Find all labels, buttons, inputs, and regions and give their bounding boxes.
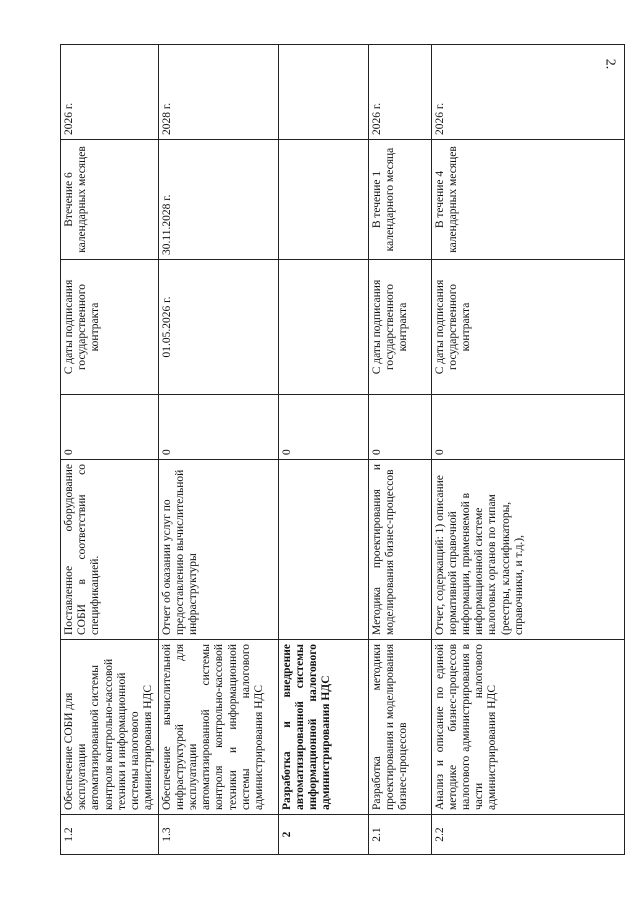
work-year: 2028 г. xyxy=(158,45,278,140)
plan-table xyxy=(60,44,625,855)
work-qty: 0 xyxy=(158,395,278,460)
table-row xyxy=(158,45,278,855)
work-name: Разработка методики проектирования и моделирования бизнес-процессов xyxy=(368,640,431,815)
row-number: 2.2 xyxy=(431,815,624,855)
work-start: 01.05.2026 г. xyxy=(158,260,278,395)
work-start: С даты подписания государственного контракта xyxy=(431,260,624,395)
table-row xyxy=(61,45,159,855)
work-qty: 0 xyxy=(368,395,431,460)
work-result: Отчет, содержащий: 1) описание нормативной справочной информации, применяемой в информационной системе налоговых органов по типам (реестры, классификаторы, справочники, и т.д.), xyxy=(431,460,624,640)
work-duration: В течение 1 календарного месяца xyxy=(368,140,431,260)
work-result: Методика проектирования и моделирования бизнес-процессов xyxy=(368,460,431,640)
row-number: 2 xyxy=(278,815,368,855)
work-name: Обеспечение СОБИ для эксплуатации автоматизированной системы контроля контрольно-кассовой техники и информационной системы налогового администрирования НДС xyxy=(61,640,159,815)
work-qty: 0 xyxy=(61,395,159,460)
work-start: С даты подписания государственного контракта xyxy=(368,260,431,395)
work-result xyxy=(278,460,368,640)
work-name: Разработка и внедрение автоматизированной системы информационной налогового администрирования НДС xyxy=(278,640,368,815)
work-name: Обеспечение вычислительной инфраструктурой для эксплуатации автоматизированной системы контроля контрольно-кассовой техники и информационной системы налогового администрирования НДС xyxy=(158,640,278,815)
table-row xyxy=(278,45,368,855)
rotated-table-wrapper xyxy=(60,45,625,855)
work-start: С даты подписания государственного контракта xyxy=(61,260,159,395)
work-name: Анализ и описание по единой методике бизнес-процессов налогового администрирования в части налогового администрирования НДС xyxy=(431,640,624,815)
work-duration xyxy=(278,140,368,260)
work-year: 2026 г. xyxy=(431,45,624,140)
work-year: 2026 г. xyxy=(61,45,159,140)
row-number: 1.2 xyxy=(61,815,159,855)
row-number: 2.1 xyxy=(368,815,431,855)
work-result: Поставленное оборудование СОБИ в соответствии со спецификацией. xyxy=(61,460,159,640)
work-year xyxy=(278,45,368,140)
work-duration: Втечение 6 календарных месяцев xyxy=(61,140,159,260)
work-result: Отчет об оказании услуг по предоставлению вычислительной инфраструктуры xyxy=(158,460,278,640)
work-duration: В течение 4 календарных месяцев xyxy=(431,140,624,260)
work-year: 2026 г. xyxy=(368,45,431,140)
work-duration: 30.11.2028 г. xyxy=(158,140,278,260)
table-row xyxy=(431,45,624,855)
page-number: 2. xyxy=(602,58,618,70)
work-start xyxy=(278,260,368,395)
table-row xyxy=(368,45,431,855)
work-qty: 0 xyxy=(431,395,624,460)
work-qty: 0 xyxy=(278,395,368,460)
row-number: 1.3 xyxy=(158,815,278,855)
